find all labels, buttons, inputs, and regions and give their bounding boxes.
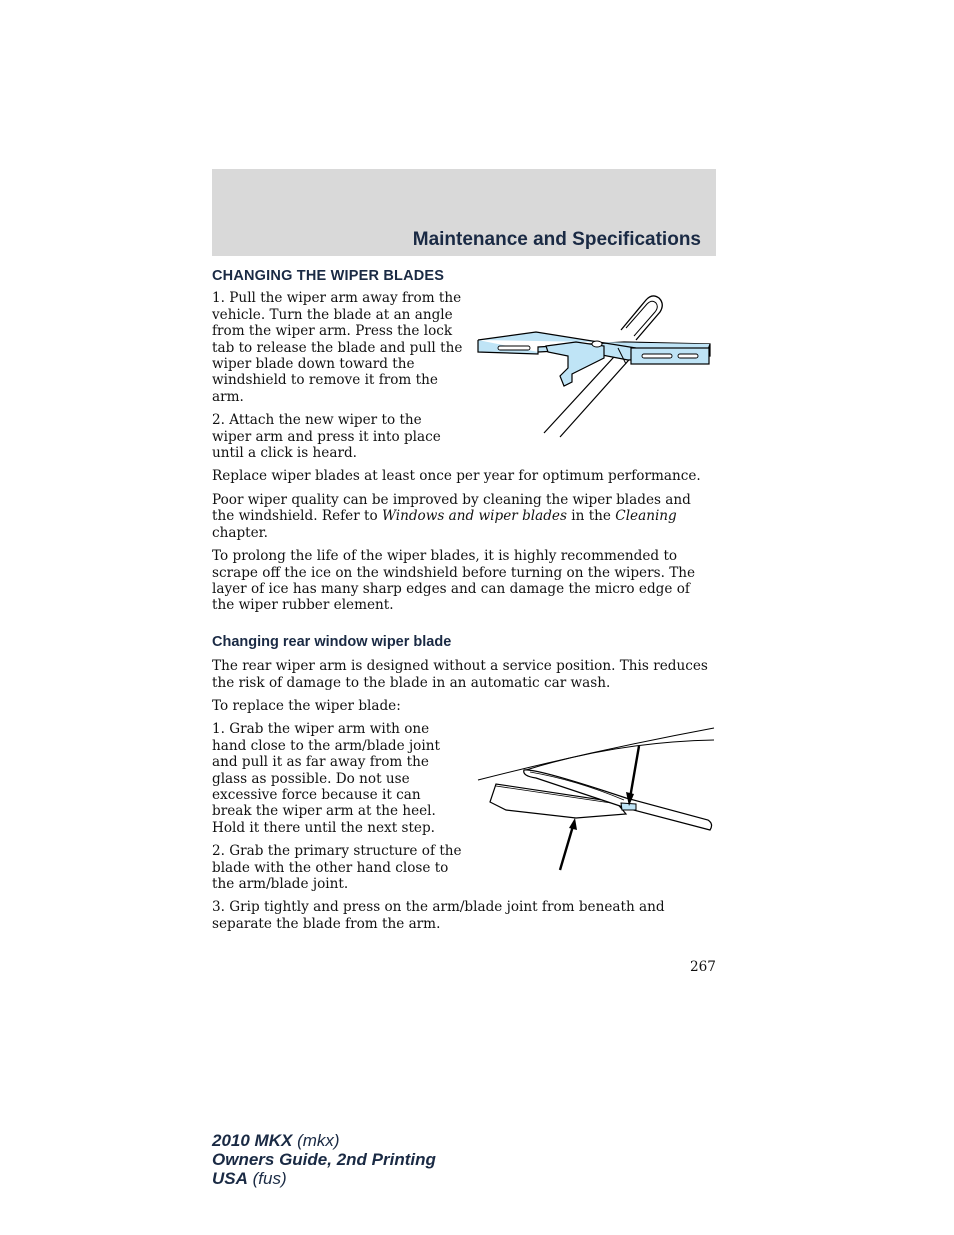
step-1-front: 1. Pull the wiper arm away from the vehicle. Turn the blade at an angle from the wiper arm. Press the lock tab to release the blade and pull the wiper blade down toward the windshield to remove it from the arm. [212, 290, 463, 405]
heading-changing-wiper-blades: CHANGING THE WIPER BLADES [212, 268, 445, 284]
front-wiper-illustration [476, 290, 716, 438]
rear-wiper-illustration [476, 720, 716, 872]
heading-rear-wiper-blade: Changing rear window wiper blade [212, 633, 452, 650]
arrow-down-icon [630, 746, 639, 798]
reference-cleaning: Cleaning [615, 508, 677, 525]
paragraph-prolong-life: To prolong the life of the wiper blades, it is highly recommended to scrape off the ice on the windshield before turning on the wipers. The layer of ice has many sharp edges and can damage the micro edge of the wiper rubber element. [212, 548, 696, 614]
paragraph-rear-design: The rear wiper arm is designed without a service position. This reduces the risk of damage to the blade in an automatic car wash. [212, 658, 708, 691]
step-2-rear: 2. Grab the primary structure of the blade with the other hand close to the arm/blade joint. [212, 843, 462, 892]
page-number: 267 [690, 959, 716, 975]
section-header-band [212, 169, 716, 256]
step-3-rear: 3. Grip tightly and press on the arm/blade joint from beneath and separate the blade from the arm. [212, 899, 665, 932]
paragraph-replace-blades: Replace wiper blades at least once per year for optimum performance. [212, 468, 701, 485]
paragraph-to-replace: To replace the wiper blade: [212, 697, 401, 714]
reference-windows-wiper-blades: Windows and wiper blades [381, 508, 567, 525]
arrow-up-icon [560, 826, 573, 870]
section-title: Maintenance and Specifications [412, 229, 701, 250]
footer-publication-info: 2010 MKX (mkx) Owners Guide, 2nd Printing USA (fus) [212, 1131, 436, 1188]
step-2-front: 2. Attach the new wiper to the wiper arm and press it into place until a click is heard. [212, 412, 441, 462]
step-1-rear: 1. Grab the wiper arm with one hand close to the arm/blade joint and pull it as far away from the glass as possible. Do not use excessive force because it can break the wiper arm at the heel. Hold it there until the next step. [212, 721, 440, 836]
paragraph-poor-wiper-quality: Poor wiper quality can be improved by cleaning the wiper blades and the windshield. Refer to Windows and wiper blades in the Cleaning chapter. [212, 491, 691, 541]
